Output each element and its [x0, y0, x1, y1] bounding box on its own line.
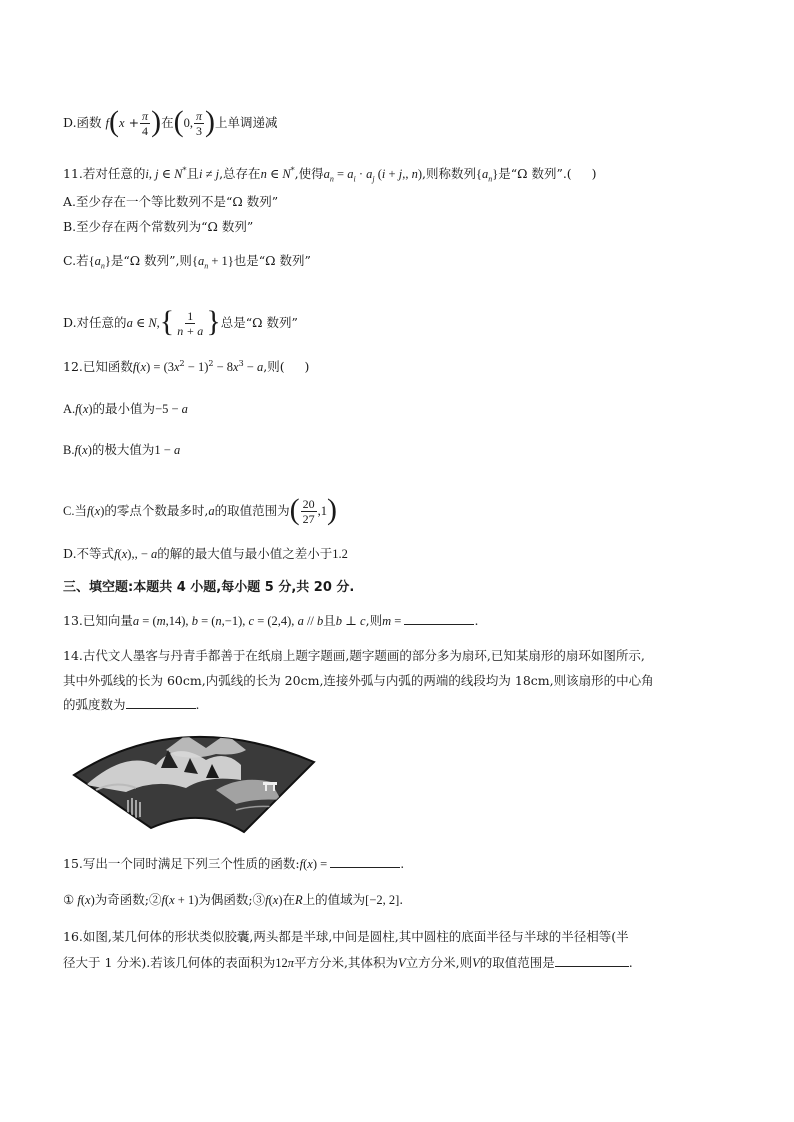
q12-option-a: A.f(x)的最小值为−5 − a: [63, 401, 188, 416]
q15-stem: 15.写出一个同时满足下列三个性质的函数:f(x) = .: [63, 856, 405, 871]
section-heading-fill-in: 三、填空题:本题共 4 小题,每小题 5 分,共 20 分.: [63, 580, 355, 595]
q13: 13.已知向量a = (m,14), b = (n,−1), c = (2,4), a // b且b ⊥ c,则m = .: [63, 613, 479, 628]
q10-option-d: D.函数 f(x + $\frac{\pi}{4}$ )在(0, $\frac{\pi}{3}$ )上单调递减: [63, 104, 278, 138]
answer-blank: [404, 614, 474, 625]
answer-blank: [330, 857, 400, 868]
q12-option-c: C.当f(x)的零点个数最多时,a的取值范围为( $\frac{20}{27}$ ,1): [63, 492, 337, 526]
answer-blank: [555, 956, 629, 967]
q14-line-1: 14.古代文人墨客与丹青手都善于在纸扇上题字题画,题字题画的部分多为扇环,已知某扇形的扇环如图所示,: [63, 648, 645, 663]
q12-stem: 12.已知函数$f(x) = (3x^2 - 1)^2 - 8x^3 - a$,则( ): [63, 359, 310, 375]
q11-option-a: A.至少存在一个等比数列不是“Ω 数列”: [63, 194, 279, 209]
answer-blank: [126, 698, 196, 709]
q11-option-c: C.若$\{a_n\}$是“Ω 数列”,则$\{a_n + 1\}$也是“Ω 数列”: [63, 253, 311, 271]
q11-option-b: B.至少存在两个常数列为“Ω 数列”: [63, 219, 254, 234]
q14-line-2: 其中外弧线的长为 60cm,内弧线的长为 20cm,连接外弧与内弧的两端的线段均为 18cm,则该扇形的中心角: [63, 673, 654, 688]
q12-option-b: B.f(x)的极大值为1 − a: [63, 442, 181, 457]
q11-option-d: D.对任意的a ∈ N,{ $\frac{1}{n + a}$ }总是“Ω 数列”: [63, 304, 298, 338]
q14-line-3: 的弧度数为 .: [63, 697, 200, 712]
q11-stem: 11.若对任意的i, j ∈ N*且i ≠ j,总存在n ∈ N*,使得$a_n = a_i \cdot a_j$ (i + j,, n),则称数列$\{a_n\}$是“Ω 数列”.( ): [63, 166, 597, 184]
q16-line-1: 16.如图,某几何体的形状类似胶囊,两头都是半球,中间是圆柱,其中圆柱的底面半径与半球的半径相等(半: [63, 929, 629, 944]
fan-painting-figure: [66, 720, 321, 838]
q12-option-d: D.不等式f(x),, − a的解的最大值与最小值之差小于1.2: [63, 546, 348, 561]
q15-properties: ① f(x)为奇函数;②f(x + 1)为偶函数;③f(x)在R上的值域为[−2, 2].: [63, 892, 404, 907]
q16-line-2: 径大于 1 分米).若该几何体的表面积为12π平方分米,其体积为V立方分米,则V的取值范围是 .: [63, 955, 633, 970]
